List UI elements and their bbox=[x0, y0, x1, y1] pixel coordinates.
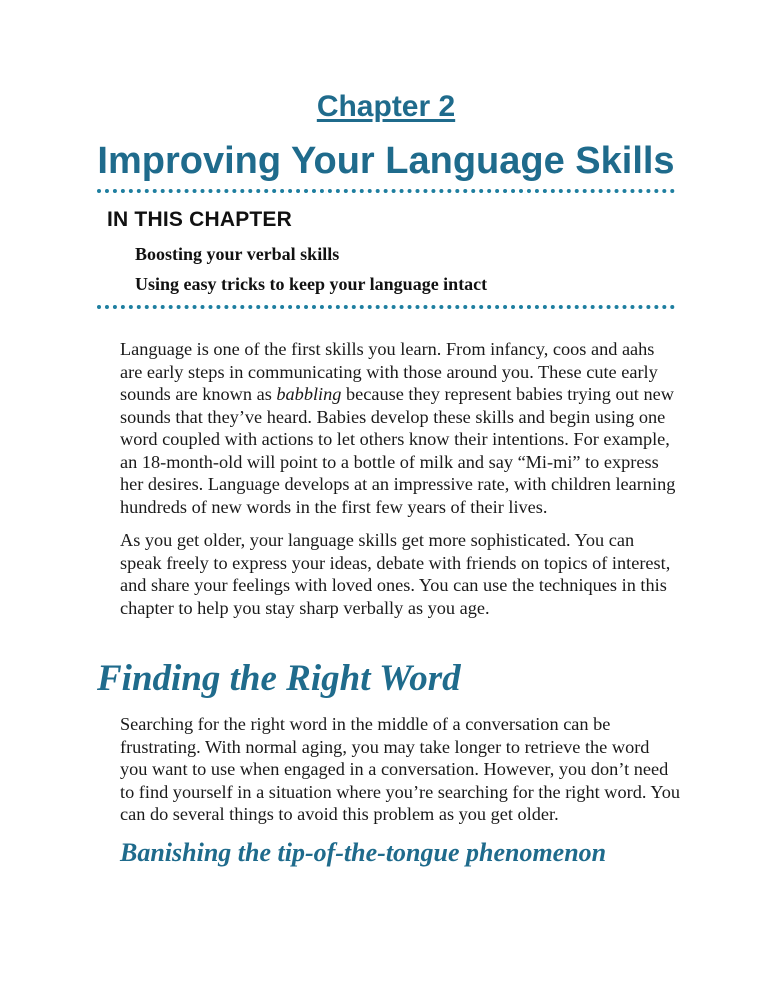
section-heading: Finding the Right Word bbox=[97, 658, 461, 699]
intro-p1-emphasis: babbling bbox=[276, 384, 342, 404]
chapter-label: Chapter 2 bbox=[316, 90, 456, 123]
section-paragraph-1: Searching for the right word in the middle of a conversation can be frustrating. With normal aging, you may take longer to retrieve the word you want to use when engaged in a conversation. However, you don’t need to find yourself in a situation where you’re searching for the right word. You can do several things to avoid this problem as you get older. bbox=[120, 714, 680, 824]
dotted-divider-bottom bbox=[97, 305, 675, 309]
in-this-chapter-heading: IN THIS CHAPTER bbox=[107, 208, 293, 231]
intro-p1-text-b: because they represent babies trying out new sounds that they’ve heard. Babies develop these skills and begin using one word coupled with actions to let others know their intentions. For example, an 18-month-old will point to a bottle of milk and say “Mi-mi” to express her desires. Language develops at an impressive rate, with children learning hundreds of new words in the first few years of their lives. bbox=[120, 384, 676, 517]
intro-text bbox=[120, 338, 680, 630]
subsection-heading: Banishing the tip-of-the-tongue phenomenon bbox=[120, 838, 607, 867]
dotted-divider-top bbox=[97, 189, 675, 193]
section-text bbox=[120, 713, 680, 837]
chapter-topic-item: Using easy tricks to keep your language intact bbox=[135, 274, 488, 294]
intro-p1-text-a: Language is one of the first skills you learn. From infancy, coos and aahs are early steps in communicating with those around you. These cute early sounds are known as bbox=[120, 339, 658, 404]
chapter-topics-list bbox=[135, 243, 487, 303]
chapter-title: Improving Your Language Skills bbox=[97, 140, 675, 182]
intro-paragraph-1 bbox=[120, 338, 680, 518]
intro-paragraph-2: As you get older, your language skills get more sophisticated. You can speak freely to express your ideas, debate with friends on topics of interest, and share your feelings with loved ones. You can use the techniques in this chapter to help you stay sharp verbally as you age. bbox=[120, 530, 671, 618]
chapter-topic-item: Boosting your verbal skills bbox=[135, 244, 340, 264]
